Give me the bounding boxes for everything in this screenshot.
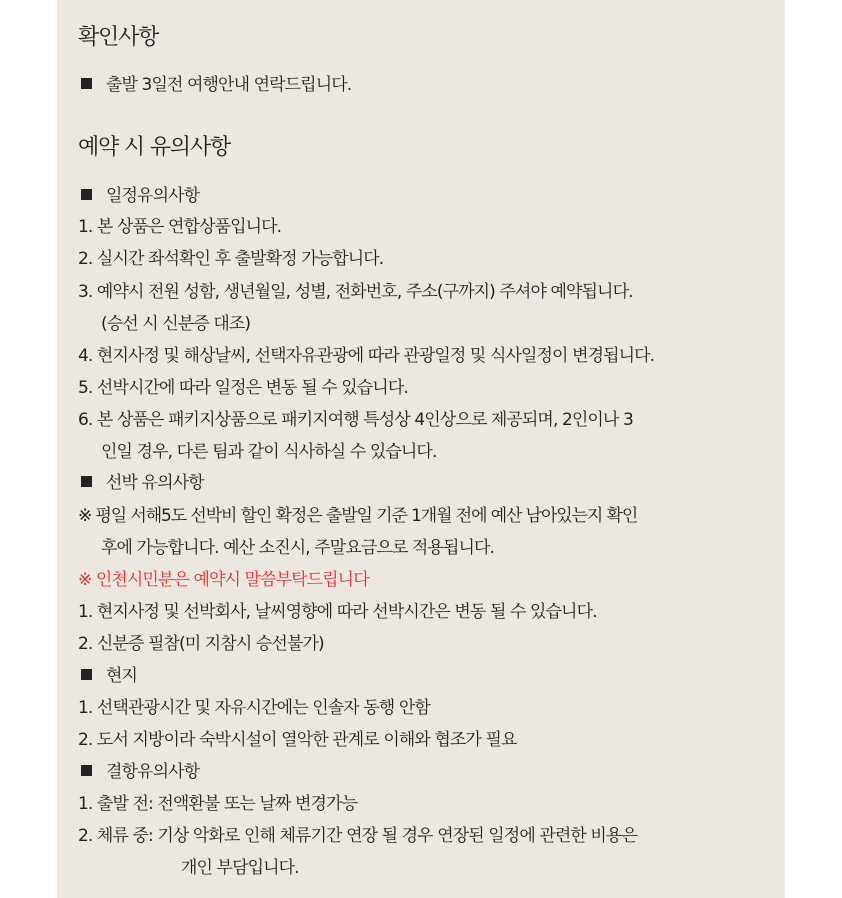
cancel-header-text: 결항유의사항 [106,762,200,782]
cancel-item: 2. 체류 중: 기상 악화로 인해 체류기간 연장 될 경우 연장된 일정에 관련한 비용은 [78,826,637,846]
schedule-item: 4. 현지사정 및 해상날씨, 선택자유관광에 따라 관광일정 및 식사일정이 변경됩니다. [78,346,655,366]
local-item: 2. 도서 지방이라 숙박시설이 열악한 관계로 이해와 협조가 필요 [78,730,517,750]
schedule-item: 2. 실시간 좌석확인 후 출발확정 가능합니다. [78,249,384,269]
local-header-text: 현지 [106,666,138,686]
ship-header-text: 선박 유의사항 [106,473,204,493]
ship-red-note: ※ 인천시민분은 예약시 말씀부탁드립니다 [78,570,369,590]
bullet-square-icon [81,765,92,776]
confirm-title: 확인사항 [78,25,159,50]
ship-header [81,468,204,493]
ship-note-continuation: 후에 가능합니다. 예산 소진시, 주말요금으로 적용됩니다. [101,538,495,558]
bullet-square-icon [81,78,92,89]
cancel-item: 1. 출발 전: 전액환불 또는 날짜 변경가능 [78,794,358,814]
schedule-item: 1. 본 상품은 연합상품입니다. [78,217,282,237]
schedule-item: 5. 선박시간에 따라 일정은 변동 될 수 있습니다. [78,378,408,398]
bullet-square-icon [81,189,92,200]
ship-item: 2. 신분증 필참(미 지참시 승선불가) [78,634,324,654]
cancel-header [81,757,199,782]
ship-item: 1. 현지사정 및 선박회사, 날씨영향에 따라 선박시간은 변동 될 수 있습니다. [78,602,597,622]
ship-note: ※ 평일 서해5도 선박비 할인 확정은 출발일 기준 1개월 전에 예산 남아있는지 확인 [78,506,638,526]
schedule-header [81,181,199,206]
confirm-item-text: 출발 3일전 여행안내 연락드립니다. [106,75,352,95]
schedule-item-continuation: 인일 경우, 다른 팀과 같이 식사하실 수 있습니다. [101,442,437,462]
confirm-item [81,70,351,95]
bullet-square-icon [81,476,92,487]
schedule-item: 3. 예약시 전원 성함, 생년월일, 성별, 전화번호, 주소(구까지) 주셔야 예약됩니다. [78,282,633,302]
schedule-item: 6. 본 상품은 패키지상품으로 패키지여행 특성상 4인상으로 제공되며, 2인이나 3 [78,410,633,430]
reservation-title: 예약 시 유의사항 [78,135,230,160]
cancel-item-continuation: 개인 부담입니다. [181,858,299,878]
schedule-header-text: 일정유의사항 [106,186,200,206]
bullet-square-icon [81,669,92,680]
local-item: 1. 선택관광시간 및 자유시간에는 인솔자 동행 안함 [78,698,430,718]
local-header [81,661,137,686]
schedule-item-continuation: (승선 시 신분증 대조) [101,314,251,334]
notice-panel [57,0,785,898]
